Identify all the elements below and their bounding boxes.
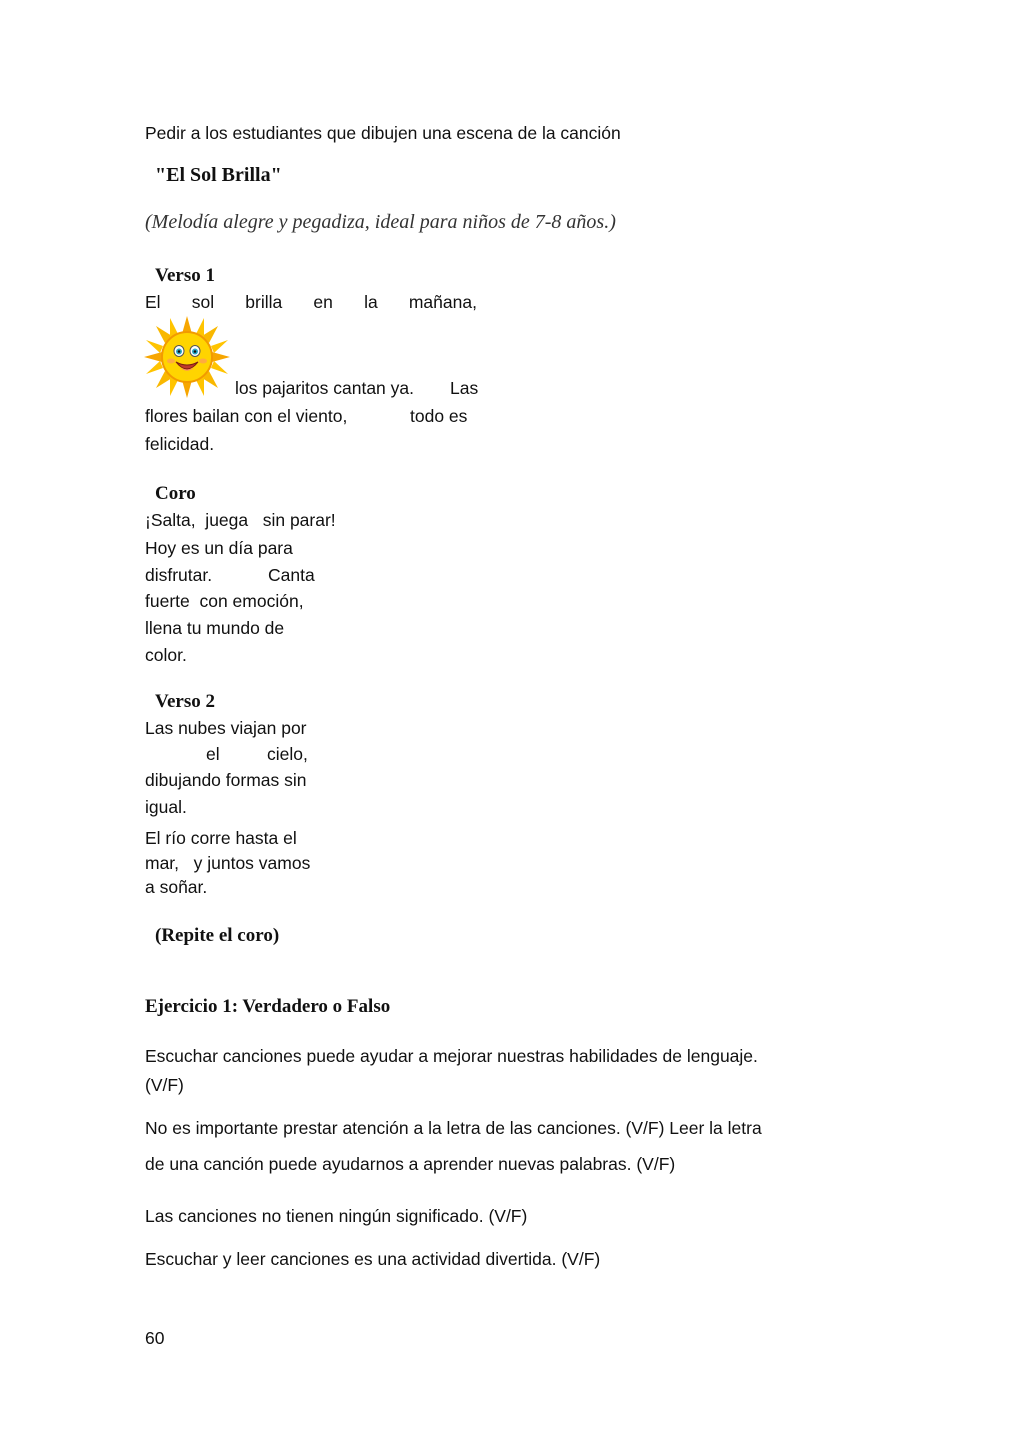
verse2-line7: a soñar. [145, 877, 208, 897]
chorus-line1: ¡Salta, juega sin parar! [145, 510, 336, 530]
verse2-line2a: el [206, 744, 220, 764]
verse1-word: mañana, [408, 292, 477, 312]
sun-face-icon [162, 332, 212, 382]
verse1-word: en [313, 292, 333, 312]
verse1-word: El [145, 292, 161, 312]
song-title: "El Sol Brilla" [155, 164, 282, 186]
verse1-heading: Verso 1 [155, 265, 215, 286]
exercise-item-1-vf: (V/F) [145, 1075, 184, 1095]
exercise-item-5: Escuchar y leer canciones es una actividad divertida. (V/F) [145, 1249, 601, 1269]
verse2-line5: El río corre hasta el [145, 828, 297, 848]
chorus-line4: fuerte con emoción, [145, 591, 304, 611]
verse1-line4: felicidad. [145, 434, 215, 454]
chorus-line6: color. [145, 645, 187, 665]
verse2-line2b: cielo, [267, 744, 308, 764]
chorus-line3a: disfrutar. [145, 565, 213, 585]
verse1-line3a: flores bailan con el viento, [145, 406, 348, 426]
exercise-item-1: Escuchar canciones puede ayudar a mejorar nuestras habilidades de lenguaje. [145, 1046, 758, 1066]
chorus-line5: llena tu mundo de [145, 618, 285, 638]
verse2-heading: Verso 2 [155, 691, 215, 712]
song-subtitle: (Melodía alegre y pegadiza, ideal para niños de 7-8 años.) [145, 211, 616, 233]
verse2-line1: Las nubes viajan por [145, 718, 307, 738]
verse2-line3: dibujando formas sin [145, 770, 307, 790]
exercise-item-2: No es importante prestar atención a la letra de las canciones. (V/F) Leer la letra [145, 1118, 762, 1138]
exercise-item-4: Las canciones no tienen ningún significado. (V/F) [145, 1206, 528, 1226]
page-number: 60 [145, 1328, 165, 1348]
chorus-heading: Coro [155, 483, 196, 504]
verse1-line2a: los pajaritos cantan ya. [235, 378, 414, 398]
verse2-line6: mar, y juntos vamos [145, 853, 311, 873]
exercise-item-3: de una canción puede ayudarnos a aprender nuevas palabras. (V/F) [145, 1154, 676, 1174]
verse1-word: brilla [245, 292, 283, 312]
chorus-line3b: Canta [268, 565, 315, 585]
verse2-line4: igual. [145, 797, 187, 817]
repeat-chorus-note: (Repite el coro) [155, 925, 280, 946]
verse1-line3b: todo es [410, 406, 468, 426]
verse1-word: sol [191, 292, 215, 312]
smiling-sun-image [144, 316, 230, 398]
chorus-line2: Hoy es un día para [145, 538, 293, 558]
intro-text: Pedir a los estudiantes que dibujen una escena de la canción [145, 123, 621, 143]
verse1-word: la [364, 292, 378, 312]
verse1-line2b: Las [450, 378, 479, 398]
exercise-title: Ejercicio 1: Verdadero o Falso [145, 996, 391, 1017]
verse1-line1 [145, 292, 477, 313]
